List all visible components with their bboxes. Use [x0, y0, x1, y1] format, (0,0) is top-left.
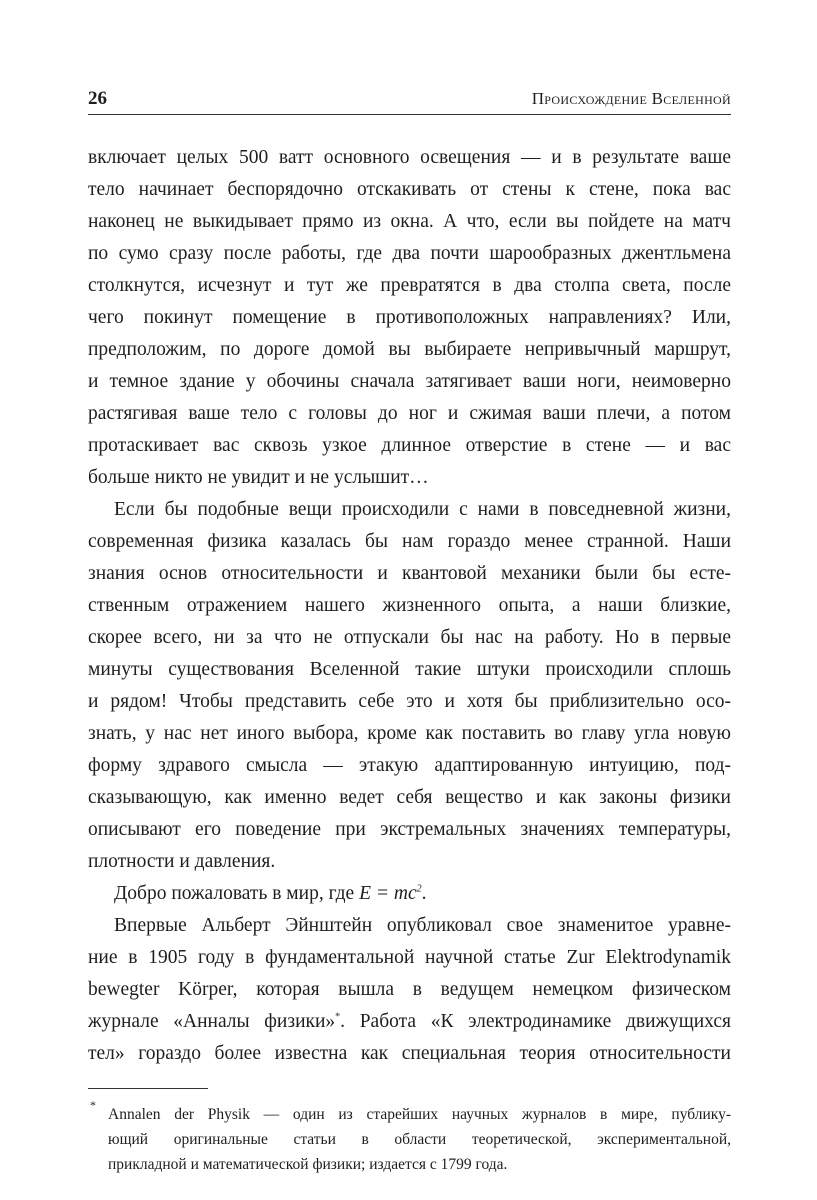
running-title: Происхождение Вселенной [531, 89, 731, 108]
text-line: bewegter Körper, которая вышла в ведущем немецком физическом [88, 979, 731, 1000]
text-line: и рядом! Чтобы представить себе это и хотя бы приблизительно осо- [88, 691, 731, 712]
footnote-line: прикладной и математической физики; издается с 1799 года. [108, 1156, 508, 1173]
text-line: по сумо сразу после работы, где два почти шарообразных джентльмена [88, 243, 731, 264]
text-line: протаскивает вас сквозь узкое длинное отверстие в стене — и вас [88, 435, 731, 456]
footnote-line: ющий оригинальные статьи в области теоретической, экспериментальной, [108, 1131, 731, 1148]
text-line [88, 1006, 731, 1038]
text: . Работа «К электродинамике движущихся [340, 1011, 731, 1032]
paragraph-1 [88, 142, 731, 494]
text-line: наконец не выкидывает прямо из окна. А что, если вы пойдете на матч [88, 211, 731, 232]
paragraph-4 [88, 910, 731, 1070]
text-line: Если бы подобные вещи происходили с нами в повседневной жизни, [114, 499, 731, 520]
text-line: знать, у нас нет иного выбора, кроме как поставить во главу угла новую [88, 723, 731, 744]
text-line: столкнутся, исчезнут и тут же превратятся в два столпа света, после [88, 275, 731, 296]
text: Добро пожаловать в мир, где [114, 883, 360, 904]
body-text [88, 142, 731, 1070]
text-line: предположим, по дороге домой вы выбираете непривычный маршрут, [88, 339, 731, 360]
formula-base: E = mc [359, 883, 417, 904]
text-line: современная физика казалась бы нам гораздо менее странной. Наши [88, 531, 731, 552]
text-line: ние в 1905 году в фундаментальной научной статье Zur Elektrodynamik [88, 947, 731, 968]
text-line: скорее всего, ни за что не отпускали бы нас на работу. Но в первые [88, 627, 731, 648]
text-line: тел» гораздо более известна как специальная теория относительности [88, 1043, 731, 1064]
text-line: описывают его поведение при экстремальных значениях температуры, [88, 819, 731, 840]
footnote-mark: * [90, 1098, 96, 1112]
text-line: включает целых 500 ватт основного освещения — и в результате ваше [88, 147, 731, 168]
text-line: тело начинает беспорядочно отскакивать от стены к стене, пока вас [88, 179, 731, 200]
formula [359, 883, 422, 904]
text-line: и темное здание у обочины сначала затягивает ваши ноги, неимоверно [88, 371, 731, 392]
text-end: . [421, 883, 427, 904]
text: журнале «Анналы физики» [88, 1011, 336, 1032]
text-line: ственным отражением нашего жизненного опыта, а наши близкие, [88, 595, 731, 616]
footnote-line: Annalen der Physik — один из старейших научных журналов в мире, публику- [108, 1106, 731, 1123]
text-line: сказывающую, как именно ведет себя вещество и как законы физики [88, 787, 731, 808]
running-header [88, 86, 731, 115]
text-line: Впервые Альберт Эйнштейн опубликовал свое знаменитое уравне- [114, 915, 731, 936]
text-line: минуты существования Вселенной такие штуки происходили сплошь [88, 659, 731, 680]
text-line: больше никто не увидит и не услышит… [88, 467, 429, 488]
text-line: плотности и давления. [88, 851, 276, 872]
footnote-divider [88, 1088, 208, 1089]
formula-exponent: 2 [416, 883, 422, 895]
text-line: знания основ относительности и квантовой механики были бы есте- [88, 563, 731, 584]
paragraph-3 [88, 878, 731, 910]
text-line: чего покинут помещение в противоположных направлениях? Или, [88, 307, 731, 328]
text-line: форму здравого смысла — этакую адаптированную интуицию, под- [88, 755, 731, 776]
paragraph-2 [88, 494, 731, 878]
footnote-ref[interactable]: * [335, 1011, 341, 1023]
page-number: 26 [88, 88, 107, 109]
text-line: растягивая ваше тело с головы до ног и сжимая ваши плечи, а потом [88, 403, 731, 424]
footnote [88, 1098, 731, 1177]
